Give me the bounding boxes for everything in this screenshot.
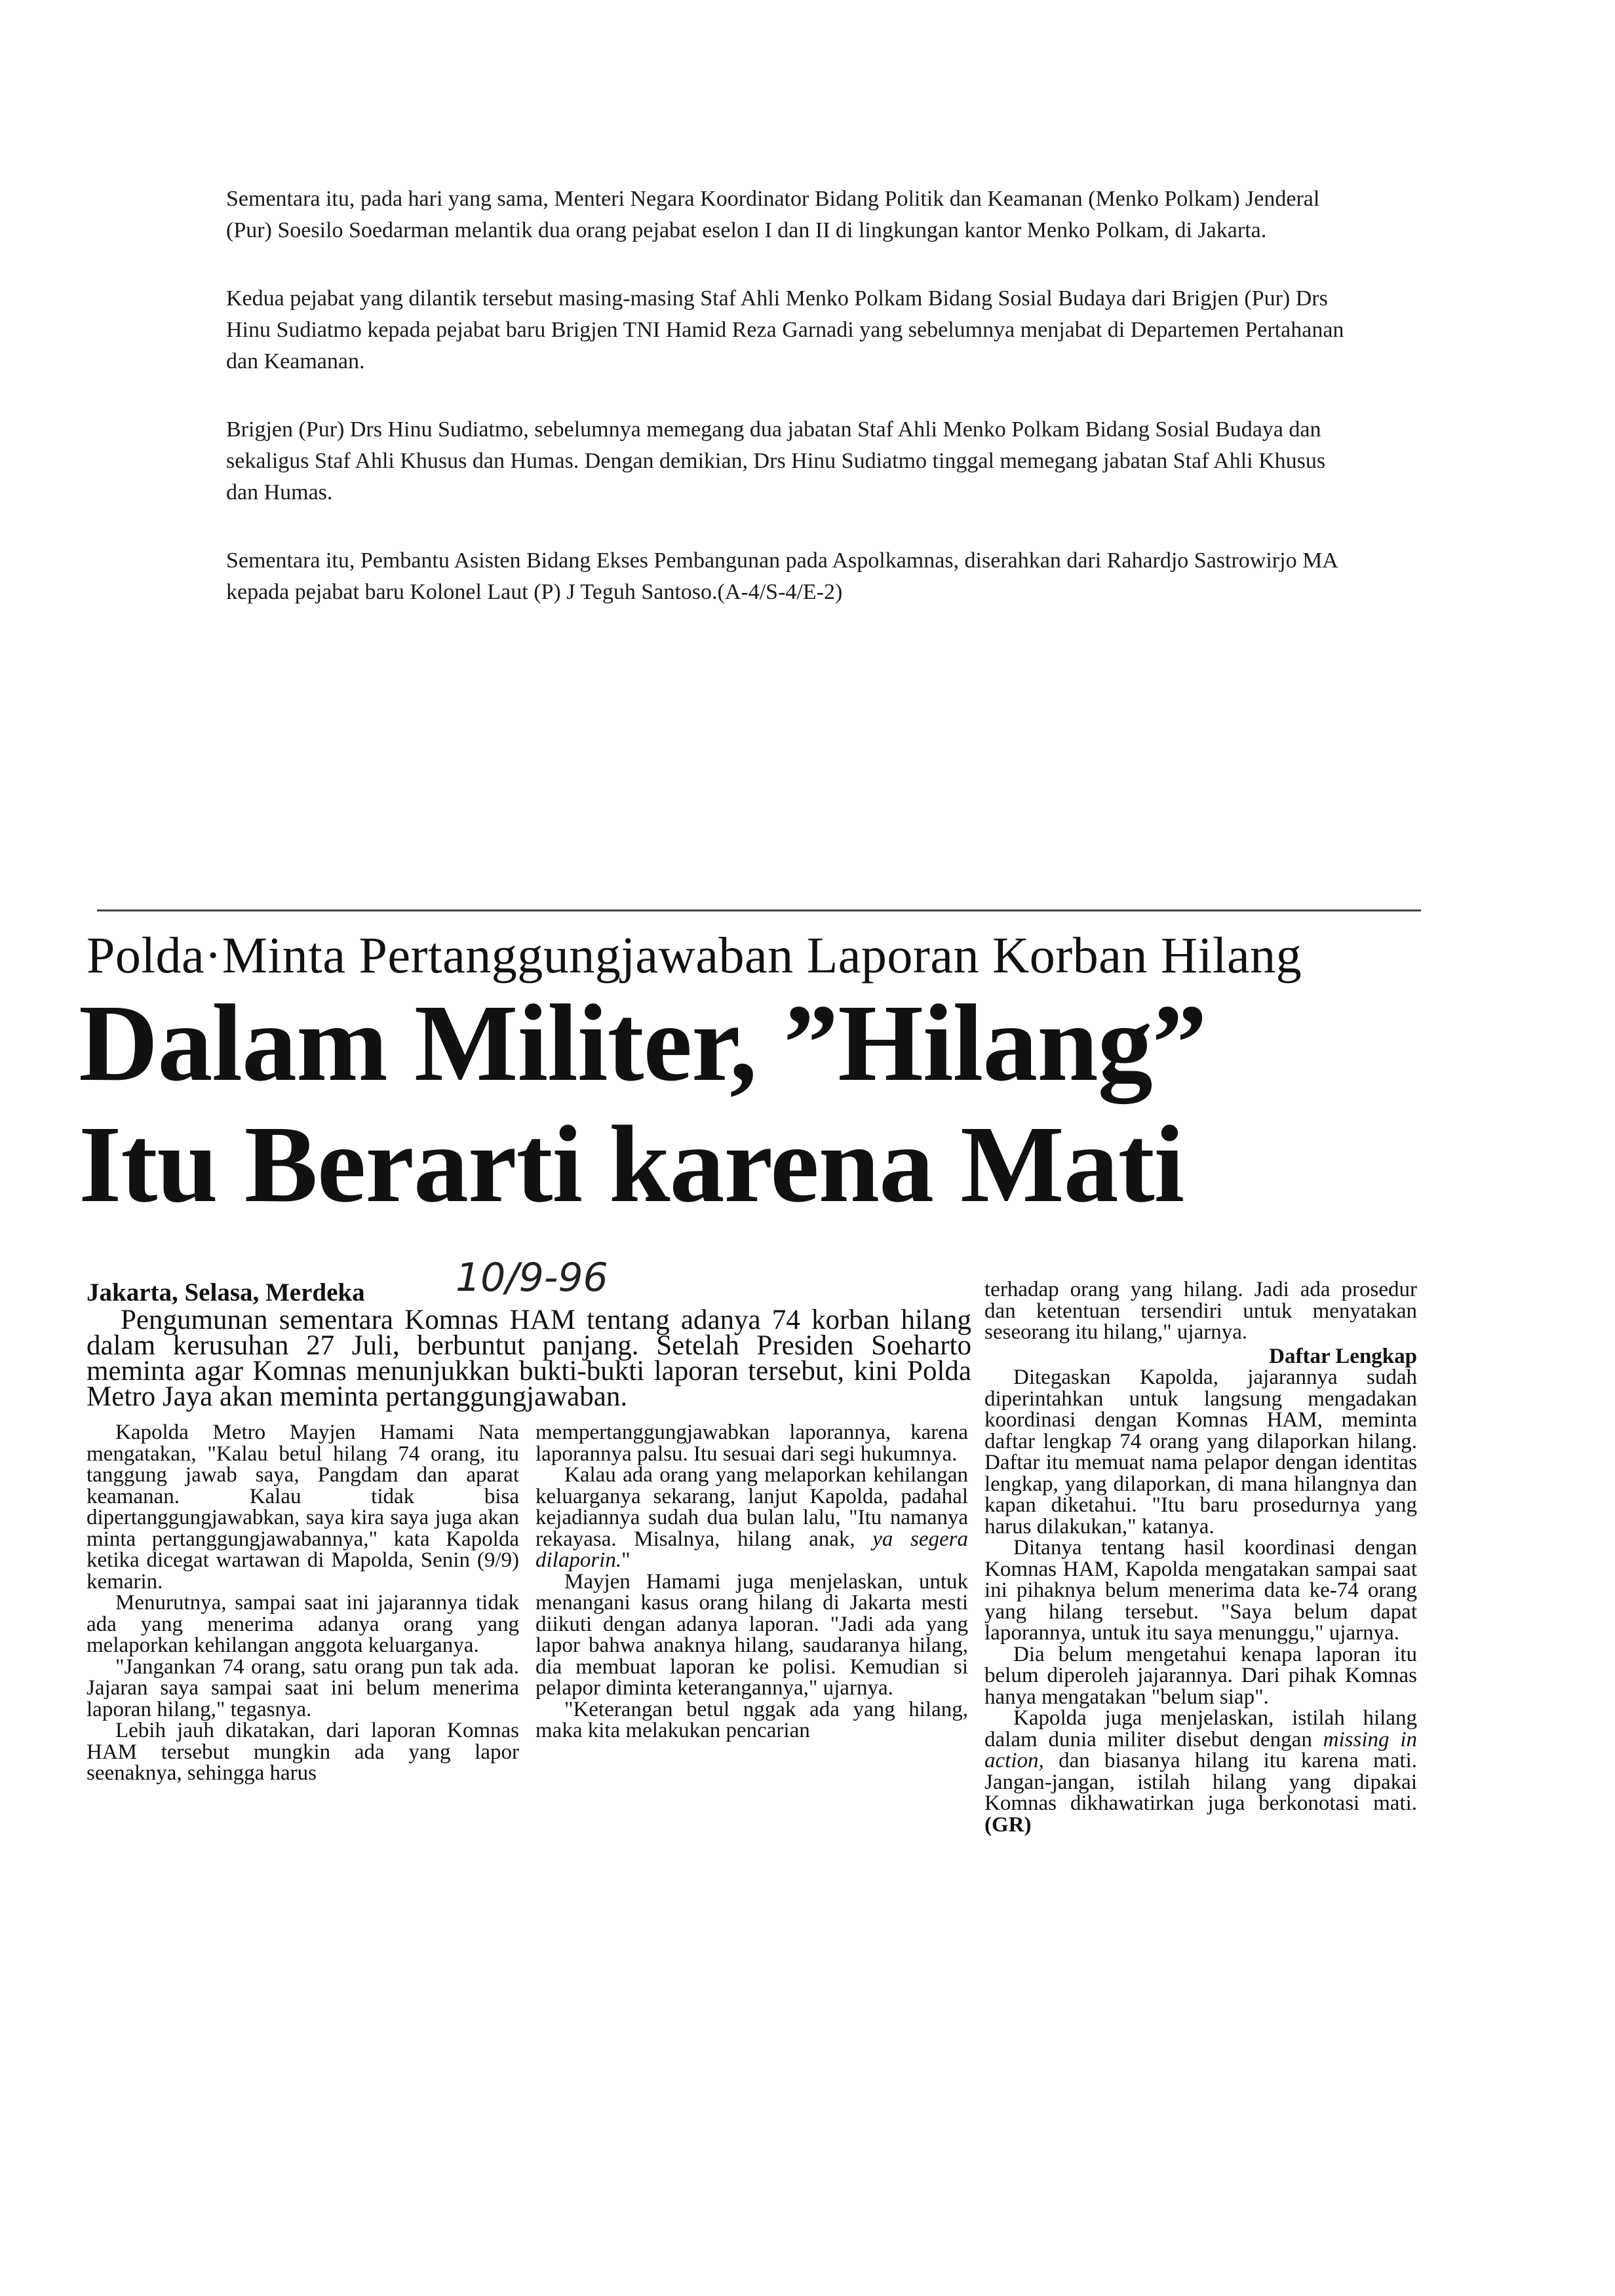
column-2 (535, 1422, 968, 1742)
lead-paragraph: Pengumunan sementara Komnas HAM tentang adanya 74 korban hilang dalam kerusuhan 27 Juli, berbuntut panjang. Setelah Presiden Soeharto meminta agar Komnas menunjukkan bukti-bukti laporan tersebut, kini Polda Metro Jaya akan meminta pertanggungjawaban. (87, 1305, 971, 1412)
column-3 (984, 1279, 1417, 1835)
body-paragraph: Mayjen Hamami juga menjelaskan, untuk menangani kasus orang hilang di Jakarta mesti diikuti dengan adanya laporan. "Jadi ada yang lapor bahwa anaknya hilang, saudaranya hilang, dia membuat laporan ke polisi. Kemudian si pelapor diminta keterangannya," ujarnya. (535, 1569, 968, 1700)
dateline: Jakarta, Selasa, Merdeka (87, 1278, 365, 1307)
top-paragraph: Brigjen (Pur) Drs Hinu Sudiatmo, sebelumnya memegang dua jabatan Staf Ahli Menko Polkam Bidang Sosial Budaya dan sekaligus Staf Ahli Khusus dan Humas. Dengan demikian, Drs Hinu Sudiatmo tinggal memegang jabatan Staf Ahli Khusus dan Humas. (226, 417, 1326, 505)
body-text: dan biasanya hilang itu karena mati. Jangan-jangan, istilah hilang yang dipakai Komnas dikhawatirkan juga berkonotasi mati. (984, 1749, 1417, 1815)
italic-text: ya segera dilaporin. (535, 1527, 968, 1572)
body-paragraph (984, 1708, 1417, 1835)
body-text: Kalau ada orang yang melaporkan kehilangan keluarganya sekarang, lanjut Kapolda, padahal kejadiannya sudah dua bulan lalu, "Itu namanya rekayasa. Misalnya, hilang anak, (535, 1463, 968, 1551)
body-paragraph: mempertanggungjawabkan laporannya, karena laporannya palsu. Itu sesuai dari segi hukumnya. (535, 1421, 968, 1466)
headline-line-2: Itu Berarti karena Mati (79, 1103, 1184, 1225)
headline-line-1: Dalam Militer, ”Hilang” (79, 982, 1207, 1104)
top-paragraph: Kedua pejabat yang dilantik tersebut masing-masing Staf Ahli Menko Polkam Bidang Sosial Budaya dari Brigjen (Pur) Drs Hinu Sudiatmo kepada pejabat baru Brigjen TNI Hamid Reza Garnadi yang sebelumnya menjabat di Departemen Pertahanan dan Keamanan. (226, 286, 1344, 373)
body-text: " (621, 1548, 631, 1572)
section-subhead: Daftar Lengkap (1269, 1344, 1417, 1368)
body-paragraph: Ditegaskan Kapolda, jajarannya sudah diperintahkan untuk langsung mengadakan koordinasi dengan Komnas HAM, meminta daftar lengkap 74 orang yang dilaporkan hilang. Daftar itu memuat nama pelapor dengan identitas lengkap, yang dilaporkan, di mana hilangnya dan kapan diketahui. "Itu baru prosedurnya yang harus dilakukan," katanya. (984, 1366, 1417, 1539)
body-paragraph: Dia belum mengetahui kenapa laporan itu belum diperoleh jajarannya. Dari pihak Komnas hanya mengatakan "belum siap". (984, 1642, 1417, 1709)
top-paragraph: Sementara itu, pada hari yang sama, Menteri Negara Koordinator Bidang Politik dan Keamanan (Menko Polkam) Jenderal (Pur) Soesilo Soedarman melantik dua orang pejabat eselon I dan II di lingkungan kantor Menko Polkam, di Jakarta. (226, 187, 1320, 242)
body-paragraph: Menurutnya, sampai saat ini jajarannya tidak ada yang menerima adanya orang yang melaporkan kehilangan anggota keluarganya. (87, 1591, 519, 1657)
article-kicker: Polda·Minta Pertanggungjawaban Laporan Korban Hilang (87, 927, 1302, 984)
italic-text: missing in action, (984, 1727, 1417, 1772)
handwritten-date: 10/9-96 (456, 1255, 608, 1301)
article-lead (87, 1305, 971, 1412)
top-article (226, 183, 1353, 645)
body-paragraph: "Keterangan betul nggak ada yang hilang, maka kita melakukan pencarian (535, 1697, 968, 1742)
article-headline (79, 983, 1468, 1225)
top-paragraph: Sementara itu, Pembantu Asisten Bidang Ekses Pembangunan pada Aspolkamnas, diserahkan dari Rahardjo Sastrowirjo MA kepada pejabat baru Kolonel Laut (P) J Teguh Santoso.(A-4/S-4/E-2) (226, 548, 1337, 604)
section-divider (97, 909, 1421, 911)
body-paragraph: Ditanya tentang hasil koordinasi dengan Komnas HAM, Kapolda mengatakan sampai saat ini pihaknya belum menerima data ke-74 orang yang hilang tersebut. "Saya belum dapat laporannya, untuk itu saya menunggu," ujarnya. (984, 1536, 1417, 1645)
body-paragraph: "Jangankan 74 orang, satu orang pun tak ada. Jajaran saya sampai saat ini belum menerima laporan hilang," tegasnya. (87, 1655, 519, 1721)
body-paragraph: terhadap orang yang hilang. Jadi ada prosedur dan ketentuan tersendiri untuk menyatakan seseorang itu hilang," ujarnya. (984, 1278, 1417, 1344)
body-paragraph: Kapolda Metro Mayjen Hamami Nata mengatakan, "Kalau betul hilang 74 orang, itu tanggung jawab saya, Pangdam dan aparat keamanan. Kalau tidak bisa dipertanggungjawabkan, saya kira saya juga akan minta pertanggungjawabannya," kata Kapolda ketika dicegat wartawan di Mapolda, Senin (9/9) kemarin. (87, 1421, 519, 1594)
column-1 (87, 1422, 519, 1784)
body-paragraph (535, 1464, 968, 1571)
body-text: Kapolda juga menjelaskan, istilah hilang dalam dunia militer disebut dengan (984, 1706, 1417, 1751)
body-paragraph: Lebih jauh dikatakan, dari laporan Komnas HAM tersebut mungkin ada yang lapor seenaknya, sehingga harus (87, 1719, 519, 1785)
byline: (GR) (984, 1812, 1032, 1837)
